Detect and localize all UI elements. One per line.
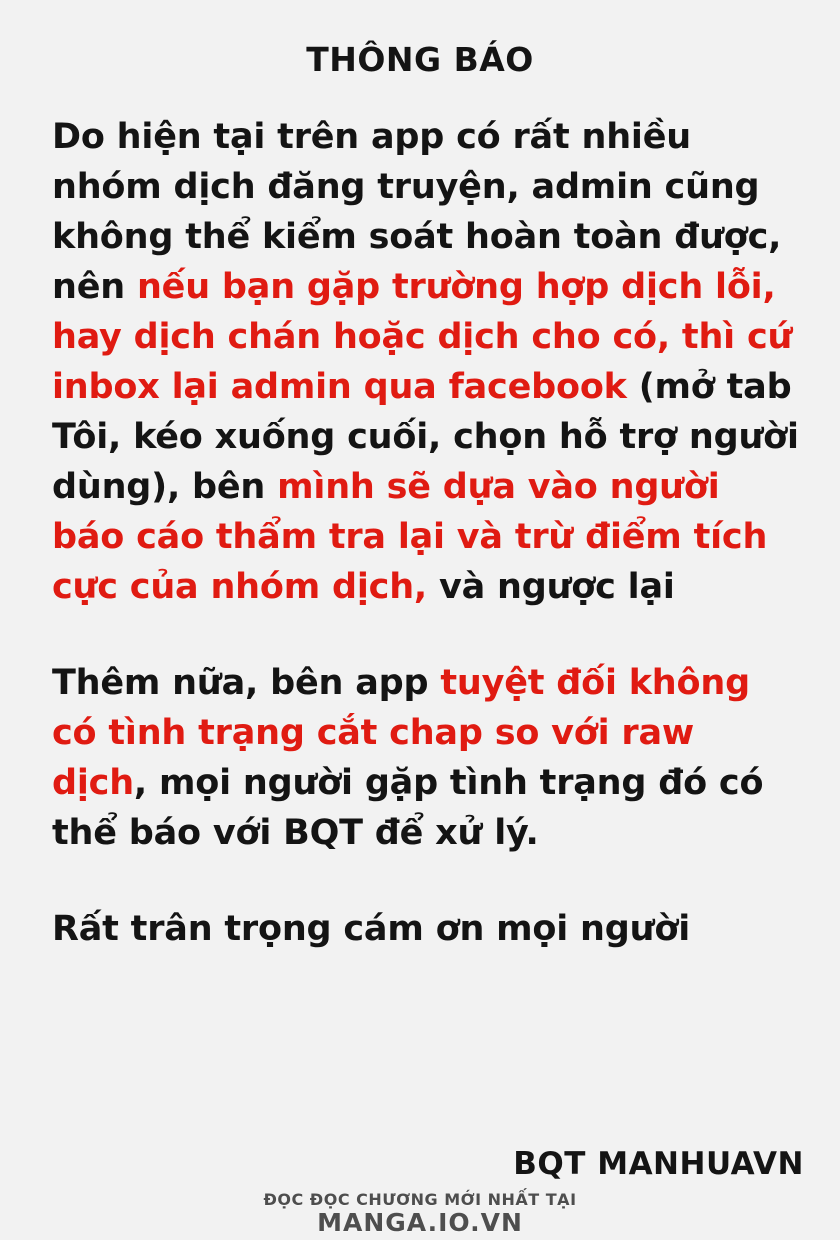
paragraph-3-segment-1: Rất trân trọng cám ơn mọi người [52,909,690,949]
paragraph-3 [52,904,800,954]
paragraph-2-segment-2: , mọi người gặp tình trạng đó có thể báo với BQT để xử lý. [52,763,764,853]
page-title: THÔNG BÁO [306,40,534,79]
watermark-line-1: ĐỌC ĐỌC CHƯƠNG MỚI NHẤT TẠI [263,1190,577,1209]
watermark [0,1191,840,1236]
paragraph-2-highlight-1: tuyệt đối không có tình trạng cắt chap so với raw dịch [52,663,750,803]
paragraph-1-segment-3: và ngược lại [427,567,675,607]
paragraph-2 [52,658,800,858]
notice-body [52,112,800,954]
signature: BQT MANHUAVN [513,1146,804,1182]
paragraph-2-segment-1: Thêm nữa, bên app [52,663,441,703]
paragraph-1-segment-2: (mở tab Tôi, kéo xuống cuối, chọn hỗ trợ người dùng), bên [52,367,799,507]
paragraph-1-segment-1: Do hiện tại trên app có rất nhiều nhóm dịch đăng truyện, admin cũng không thể kiểm soát hoàn toàn được, nên [52,117,782,307]
paragraph-1 [52,112,800,612]
paragraph-1-highlight-2: mình sẽ dựa vào người báo cáo thẩm tra lại và trừ điểm tích cực của nhóm dịch, [52,467,768,607]
paragraph-1-highlight-1: nếu bạn gặp trường hợp dịch lỗi, hay dịch chán hoặc dịch cho có, thì cứ inbox lại admin qua facebook [52,267,793,407]
watermark-line-2: MANGA.IO.VN [317,1208,523,1237]
